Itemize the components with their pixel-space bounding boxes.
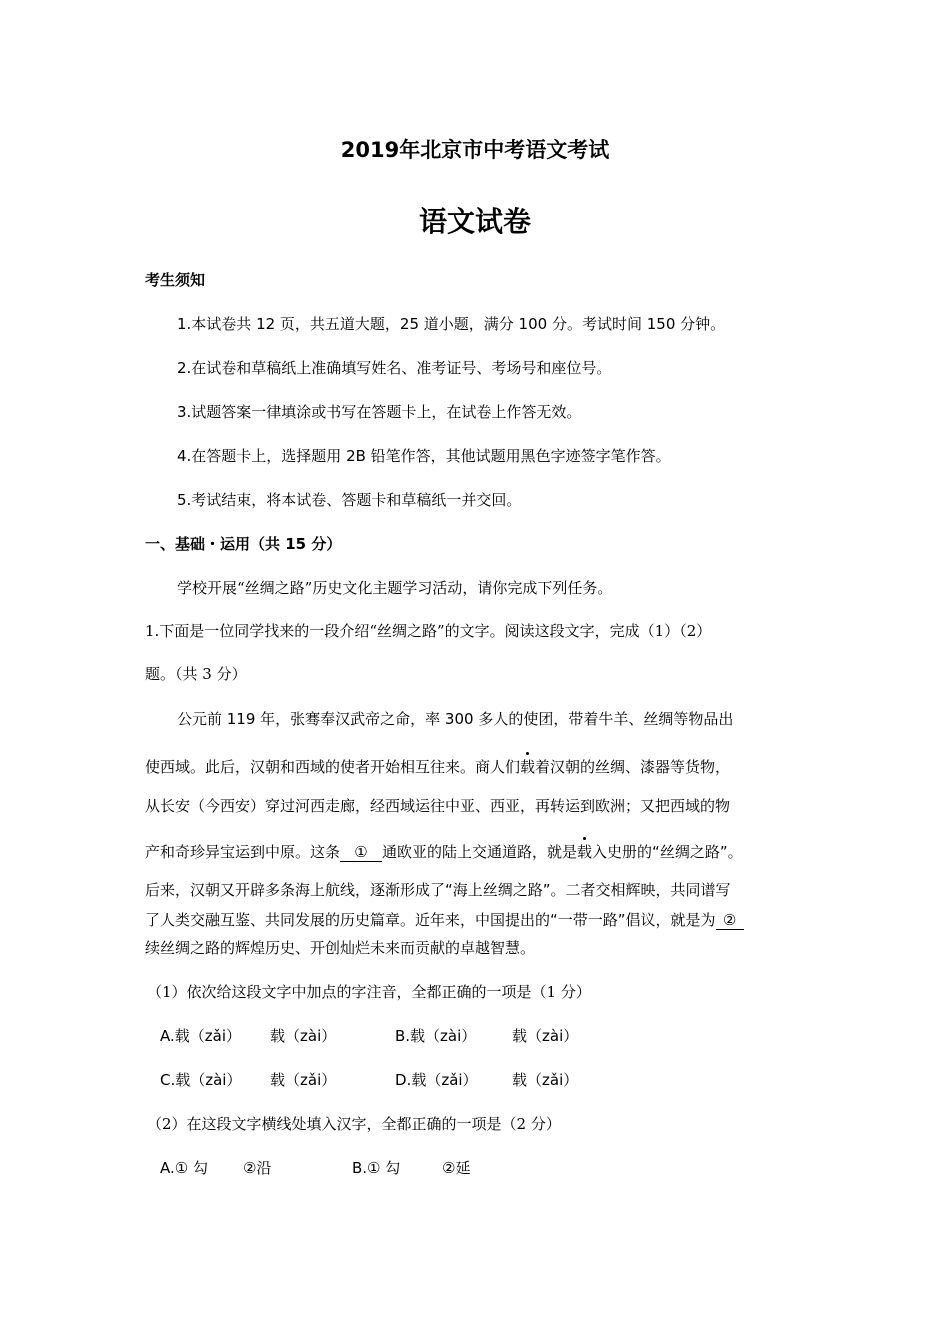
dotted-char: 载	[577, 843, 593, 861]
section-intro: 学校开展“丝绸之路”历史文化主题学习活动，请你完成下列任务。	[177, 579, 613, 597]
passage-line: 从长安（今西安）穿过河西走廊，经西域运往中亚、西亚，再转运到欧洲；又把西域的物	[145, 797, 731, 815]
notice-item: 5.考试结束，将本试卷、答题卡和草稿纸一并交回。	[177, 491, 522, 509]
question-1-stem: 1.下面是一位同学找来的一段介绍“丝绸之路”的文字。阅读这段文字，完成（1）（2）	[145, 622, 712, 640]
option-a: A.载（zǎi）	[160, 1027, 241, 1045]
question-1-1-stem: （1）依次给这段文字中加点的字注音，全都正确的一项是（1 分）	[147, 983, 591, 1001]
passage-line: 公元前 119 年，张骞奉汉武帝之命，率 300 多人的使团，带着牛羊、丝绸等物品出	[177, 710, 734, 728]
passage-line	[145, 842, 743, 862]
notice-item: 1.本试卷共 12 页，共五道大题，25 道小题，满分 100 分。考试时间 150 分钟。	[177, 315, 726, 333]
exam-title: 2019年北京市中考语文考试	[340, 138, 610, 162]
option-b-second: ②延	[442, 1159, 471, 1177]
passage-text: 使西域。此后，汉朝和西域的使者开始相互往来。商人们	[145, 758, 521, 776]
option-b: B.载（zài）	[395, 1027, 477, 1045]
question-1-2-stem: （2）在这段文字横线处填入汉字，全都正确的一项是（2 分）	[147, 1115, 561, 1133]
option-d-second: 载（zǎi）	[512, 1071, 579, 1089]
passage-text: 通欧亚的陆上交通道路，就是	[382, 843, 578, 861]
option-c: C.载（zài）	[160, 1071, 242, 1089]
passage-text: 产和奇珍异宝运到中原。这条	[145, 843, 341, 861]
dotted-char: 载	[520, 758, 536, 776]
option-a-second: ②沿	[243, 1159, 272, 1177]
notice-item: 4.在答题卡上，选择题用 2B 铅笔作答，其他试题用黑色字迹签字笔作答。	[177, 447, 671, 465]
section-heading: 一、基础・运用（共 15 分）	[145, 535, 342, 553]
notice-heading: 考生须知	[145, 271, 206, 289]
passage-text: 了人类交融互鉴、共同发展的历史篇章。近年来，中国提出的“一带一路”倡议，就是为	[145, 911, 716, 929]
fill-blank-2: ②	[716, 911, 744, 930]
passage-text: 入史册的“丝绸之路”。	[592, 843, 743, 861]
paper-subtitle: 语文试卷	[418, 205, 531, 238]
passage-line: 后来，汉朝又开辟多条海上航线，逐渐形成了“海上丝绸之路”。二者交相辉映，共同谱写	[145, 881, 731, 899]
option-d: D.载（zǎi）	[395, 1071, 478, 1089]
question-1-stem-cont: 题。（共 3 分）	[145, 665, 247, 683]
passage-line	[145, 910, 744, 930]
option-a: A.① 勾	[160, 1159, 208, 1177]
notice-item: 3.试题答案一律填涂或书写在答题卡上，在试卷上作答无效。	[177, 403, 582, 421]
option-a-second: 载（zài）	[270, 1027, 337, 1045]
option-b: B.① 勾	[352, 1159, 401, 1177]
passage-line	[145, 757, 730, 777]
option-c-second: 载（zǎi）	[270, 1071, 337, 1089]
passage-line: 续丝绸之路的辉煌历史、开创灿烂未来而贡献的卓越智慧。	[145, 939, 536, 957]
notice-item: 2.在试卷和草稿纸上准确填写姓名、准考证号、考场号和座位号。	[177, 359, 612, 377]
option-b-second: 载（zài）	[512, 1027, 579, 1045]
passage-text: 着汉朝的丝绸、漆器等货物，	[535, 758, 731, 776]
fill-blank-1: ①	[340, 843, 382, 862]
